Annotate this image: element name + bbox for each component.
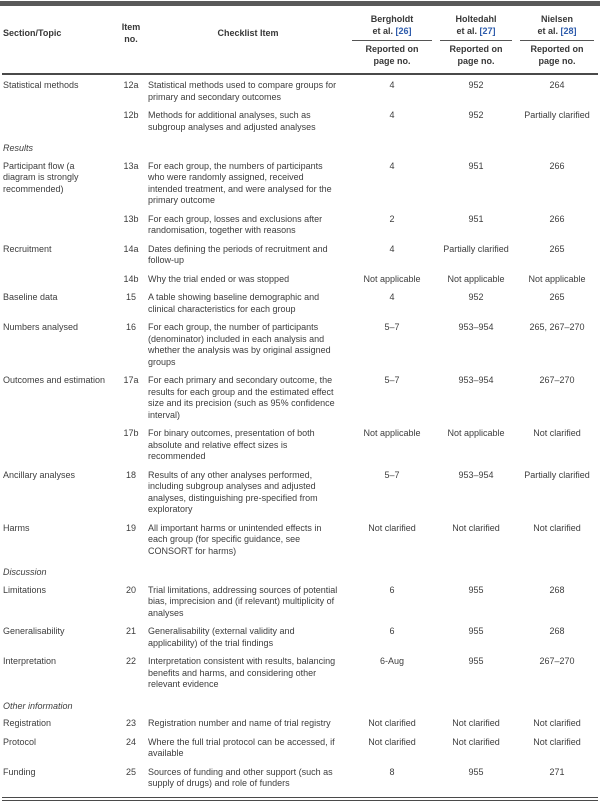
column-header-checklist-item: Checklist Item (148, 6, 348, 74)
citation-link-28[interactable]: [28] (560, 25, 577, 36)
page-no-cell-holtedahl: 952 (468, 80, 484, 90)
study-header-bergholdt (348, 6, 436, 41)
page-no-cell-nielsen: Not clarified (533, 428, 581, 438)
subheader-line1: Reported on (449, 44, 503, 54)
study-etal: et al. (372, 25, 393, 36)
item-no-line1: Item (121, 22, 141, 32)
subheader-line1: Reported on (530, 44, 584, 54)
checklist-item-cell: Generalisability (external validity and applicability) of the trial findings (148, 626, 295, 648)
page-no-cell-nielsen: Not clarified (533, 522, 581, 533)
item-no-cell: 12a (123, 80, 139, 90)
section-topic-cell: Statistical methods (3, 80, 79, 90)
section-topic-cell: Participant flow (a diagram is strongly recommended) (3, 160, 79, 194)
table-bottom-rule (2, 797, 598, 801)
item-no-cell: 14a (123, 243, 139, 254)
item-no-cell: 13b (123, 213, 139, 224)
item-no-cell: 18 (125, 469, 136, 480)
table-row (2, 74, 598, 110)
checklist-item-cell: Interpretation consistent with results, balancing benefits and harms, and considering other relevant evidence (148, 656, 336, 689)
study-subheader-bergholdt (348, 41, 436, 74)
page-no-cell-bergholdt: 8 (389, 766, 395, 777)
section-topic-cell: Generalisability (3, 626, 65, 636)
page-no-cell-bergholdt: 5–7 (384, 322, 400, 332)
page-no-cell-nielsen: 266 (549, 213, 565, 224)
table-row (2, 161, 598, 214)
item-no-cell: 17b (123, 428, 139, 438)
section-header-row (2, 698, 598, 719)
table-row (2, 322, 598, 375)
subheader-line2: page no. (457, 55, 495, 66)
table-row (2, 110, 598, 140)
section-topic-cell: Limitations (3, 584, 47, 595)
section-group-label: Discussion (3, 567, 47, 577)
page-no-cell-holtedahl: Not applicable (447, 273, 505, 284)
item-no-cell: 14b (123, 273, 139, 284)
checklist-item-cell: Sources of funding and other support (such as supply of drugs) and role of funders (148, 766, 333, 788)
section-topic-cell: Funding (3, 766, 36, 777)
page-no-cell-holtedahl: 955 (468, 656, 484, 666)
section-topic-cell: Numbers analysed (3, 322, 79, 332)
table-body (2, 74, 598, 797)
item-no-cell: 13a (123, 160, 139, 171)
page-no-cell-holtedahl: 953–954 (458, 375, 494, 385)
study-etal: et al. (537, 25, 558, 36)
page-no-cell-holtedahl: 952 (468, 292, 484, 302)
column-header-item-no (114, 6, 148, 74)
section-topic-cell (2, 214, 114, 244)
item-no-line2: no. (124, 33, 138, 44)
page-no-cell-holtedahl: 953–954 (458, 322, 494, 332)
table-row (2, 626, 598, 656)
page-no-cell-nielsen: 265 (549, 243, 565, 254)
checklist-item-cell: For each group, the number of participants (denominator) included in each analysis and whether the analysis was by original assigned groups (148, 322, 331, 367)
page-no-cell-nielsen: 265 (549, 292, 565, 302)
section-header-row (2, 564, 598, 585)
page-no-cell-bergholdt: 5–7 (384, 469, 400, 480)
page-no-cell-bergholdt: 6-Aug (379, 656, 405, 666)
item-no-cell: 20 (125, 584, 136, 595)
page-no-cell-bergholdt: Not clarified (368, 736, 416, 747)
section-topic-cell: Recruitment (3, 243, 52, 254)
page-no-cell-bergholdt: 2 (389, 213, 395, 224)
item-no-cell: 22 (125, 656, 136, 666)
item-no-cell: 21 (125, 626, 136, 636)
study-name: Holtedahl (455, 14, 497, 24)
page-no-cell-nielsen: Partially clarified (524, 110, 590, 120)
page-no-cell-nielsen: Not clarified (533, 718, 581, 728)
section-topic-cell: Registration (3, 718, 52, 728)
section-topic-cell: Harms (3, 522, 30, 533)
page-no-cell-nielsen: 265, 267–270 (529, 322, 585, 332)
table-row (2, 470, 598, 523)
checklist-item-cell: For each group, the numbers of participants who were randomly assigned, received intended treatment, and were analysed for the primary outcome (148, 160, 332, 205)
consort-checklist-table (2, 6, 598, 797)
subheader-line2: page no. (373, 55, 411, 66)
section-topic-cell: Interpretation (3, 656, 57, 666)
page-no-cell-nielsen: 266 (549, 160, 565, 171)
checklist-item-cell: Why the trial ended or was stopped (148, 273, 290, 284)
page-no-cell-holtedahl: 955 (468, 766, 484, 777)
checklist-item-cell: A table showing baseline demographic and clinical characteristics for each group (148, 292, 320, 314)
checklist-item-cell: Where the full trial protocol can be accessed, if available (148, 736, 335, 758)
section-topic-cell: Baseline data (3, 292, 58, 302)
item-no-cell: 19 (125, 522, 136, 533)
page-no-cell-bergholdt: 4 (389, 160, 395, 171)
page-no-cell-holtedahl: 951 (468, 213, 484, 224)
item-no-cell: 23 (125, 718, 136, 728)
section-group-label: Results (3, 143, 34, 153)
study-header-holtedahl (436, 6, 516, 41)
subheader-line1: Reported on (365, 44, 419, 54)
checklist-item-cell: Methods for additional analyses, such as subgroup analyses and adjusted analyses (148, 110, 316, 132)
table-row (2, 274, 598, 293)
citation-link-27[interactable]: [27] (479, 25, 496, 36)
table-row (2, 523, 598, 565)
section-topic-cell: Outcomes and estimation (3, 375, 106, 385)
study-name: Nielsen (540, 14, 573, 24)
section-topic-cell (2, 274, 114, 293)
item-no-cell: 17a (123, 375, 139, 385)
header-row-1 (2, 6, 598, 41)
item-no-cell: 25 (125, 766, 136, 777)
page-no-cell-nielsen: 264 (549, 80, 565, 90)
table-row (2, 585, 598, 627)
page-no-cell-bergholdt: 4 (389, 292, 395, 302)
section-group-label: Other information (3, 700, 73, 711)
checklist-item-cell: Registration number and name of trial registry (148, 718, 331, 728)
page-no-cell-holtedahl: 951 (468, 160, 484, 171)
page-no-cell-bergholdt: 4 (389, 110, 395, 120)
page-no-cell-holtedahl: 955 (468, 584, 484, 595)
column-header-section-topic: Section/Topic (2, 6, 114, 74)
table-header (2, 6, 598, 74)
study-etal: et al. (456, 25, 477, 36)
page-no-cell-bergholdt: 5–7 (384, 375, 400, 385)
page-no-cell-bergholdt: 6 (389, 584, 395, 595)
checklist-item-cell: Trial limitations, addressing sources of potential bias, imprecision and (if relevant) multiplicity of analyses (148, 584, 338, 618)
section-topic-cell: Protocol (3, 736, 37, 747)
page-no-cell-holtedahl: 953–954 (458, 469, 494, 480)
page-no-cell-nielsen: 267–270 (539, 656, 575, 666)
table-row (2, 656, 598, 698)
subheader-line2: page no. (538, 55, 576, 66)
item-no-cell: 12b (123, 110, 139, 120)
study-subheader-holtedahl (436, 41, 516, 74)
table-row (2, 214, 598, 244)
section-topic-cell (2, 428, 114, 470)
section-header-row (2, 140, 598, 161)
item-no-cell: 15 (125, 292, 136, 302)
study-subheader-nielsen (516, 41, 598, 74)
page-no-cell-holtedahl: 952 (468, 110, 484, 120)
page-no-cell-bergholdt: 4 (389, 243, 395, 254)
section-topic-cell (2, 110, 114, 140)
page-no-cell-holtedahl: Not applicable (447, 428, 505, 438)
checklist-item-cell: Statistical methods used to compare groups for primary and secondary outcomes (148, 80, 337, 102)
page-no-cell-nielsen: 268 (549, 584, 565, 595)
page-no-cell-nielsen: 268 (549, 626, 565, 636)
page-no-cell-bergholdt: Not clarified (368, 522, 416, 533)
section-topic-cell: Ancillary analyses (3, 469, 76, 480)
study-name: Bergholdt (370, 14, 414, 24)
item-no-cell: 24 (125, 736, 136, 747)
citation-link-26[interactable]: [26] (395, 25, 412, 36)
table-row (2, 767, 598, 797)
checklist-item-cell: For each primary and secondary outcome, the results for each group and the estimated effect size and its precision (such as 95% confidence interval) (148, 375, 335, 420)
page-no-cell-bergholdt: Not clarified (368, 718, 416, 728)
page-no-cell-bergholdt: 4 (389, 80, 395, 90)
page-no-cell-holtedahl: 955 (468, 626, 484, 636)
checklist-item-cell: Results of any other analyses performed, including subgroup analyses and adjusted analyses, distinguishing pre-specified from exploratory (148, 469, 318, 514)
table-row (2, 375, 598, 428)
page-no-cell-nielsen: Partially clarified (524, 469, 590, 480)
page-no-cell-holtedahl: Not clarified (452, 718, 500, 728)
checklist-item-cell: All important harms or unintended effects in each group (for specific guidance, see CONSORT for harms) (148, 522, 322, 556)
checklist-item-cell: For binary outcomes, presentation of both absolute and relative effect sizes is recommended (148, 428, 315, 461)
page-no-cell-nielsen: Not applicable (528, 273, 586, 284)
page-no-cell-bergholdt: 6 (389, 626, 395, 636)
page-no-cell-holtedahl: Partially clarified (443, 243, 509, 254)
table-row (2, 737, 598, 767)
checklist-item-cell: Dates defining the periods of recruitment and follow-up (148, 243, 328, 265)
item-no-cell: 16 (125, 322, 136, 332)
page-no-cell-holtedahl: Not clarified (452, 736, 500, 747)
page-no-cell-bergholdt: Not applicable (363, 273, 421, 284)
study-header-nielsen (516, 6, 598, 41)
table-row (2, 244, 598, 274)
table-row (2, 292, 598, 322)
page-no-cell-nielsen: 267–270 (539, 375, 575, 385)
page-no-cell-nielsen: Not clarified (533, 736, 581, 747)
checklist-item-cell: For each group, losses and exclusions after randomisation, together with reasons (148, 213, 323, 235)
page-no-cell-bergholdt: Not applicable (363, 428, 421, 438)
page-no-cell-nielsen: 271 (549, 766, 565, 777)
table-row (2, 718, 598, 737)
table-row (2, 428, 598, 470)
page-no-cell-holtedahl: Not clarified (452, 522, 500, 533)
